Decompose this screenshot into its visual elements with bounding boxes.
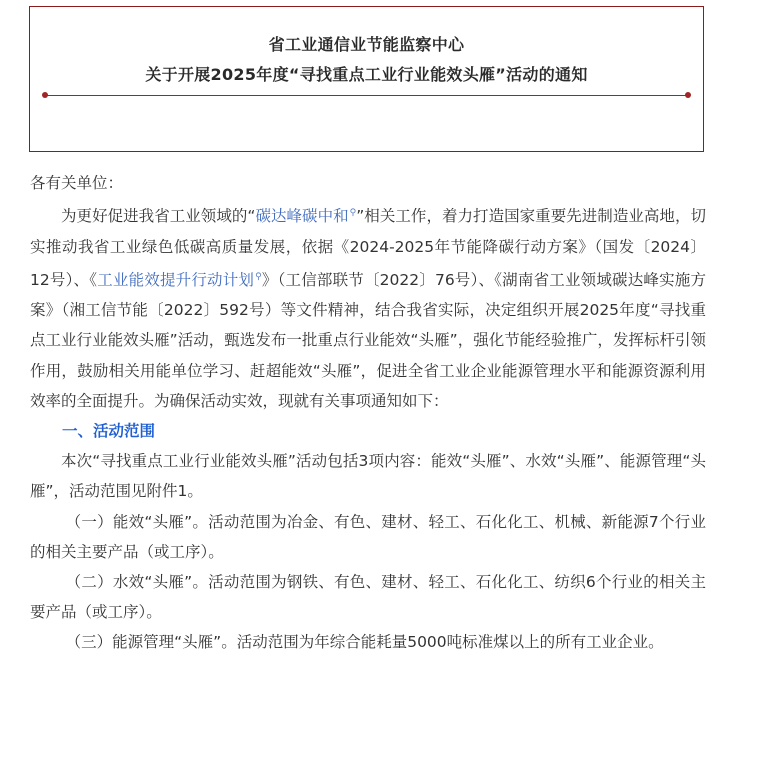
intro-text-3: 》（工信部联节〔2022〕76号）、《湖南省工业领域碳达峰实施方案》（湘工信节能〔2022〕592号）等文件精神，结合我省实际，决定组织开展2025年度“寻找重点工业行业能效头雁”活动，甄选发布一批重点行业能效“头雁”，强化节能经验推广，发挥标杆引领作用，鼓励相关用能单位学习、赶超能效“头雁”，促进全省工业企业能源管理水平和能源资源利用效率的全面提升。为确保活动实效，现就有关事项通知如下： (30, 270, 706, 410)
section-heading-activity-scope: 一、活动范围 (62, 421, 156, 440)
scope-item-energy: （一）能效“头雁”。活动范围为冶金、有色、建材、轻工、石化化工、机械、新能源7个行业的相关主要产品（或工序）。 (30, 512, 706, 561)
notice-title-box (29, 6, 704, 152)
scope-item-management: （三）能源管理“头雁”。活动范围为年综合能耗量5000吨标准煤以上的所有工业企业。 (65, 633, 664, 652)
intro-text-1: 为更好促进我省工业领域的“ (61, 207, 256, 226)
title-divider (47, 95, 686, 96)
intro-text-2: ”相关工作，着力打造国家重要先进制造业高地，切实推动我省工业绿色低碳高质量发展，依据《2024-2025年节能降碳行动方案》（国发〔2024〕12号）、《 (30, 207, 706, 289)
scope-paragraph: 本次“寻找重点工业行业能效头雁”活动包括3项内容：能效“头雁”、水效“头雁”、能源管理“头雁”，活动范围见附件1。 (30, 452, 706, 501)
efficiency-plan-link[interactable]: 工业能效提升行动计划⚲ (97, 270, 262, 289)
search-icon: ⚲ (349, 208, 357, 219)
salutation: 各有关单位： (30, 174, 124, 192)
notice-title: 关于开展2025年度“寻找重点工业行业能效头雁”活动的通知 (145, 65, 588, 84)
carbon-peak-link[interactable]: 碳达峰碳中和⚲ (255, 207, 357, 226)
issuer-title: 省工业通信业节能监察中心 (268, 35, 465, 54)
divider-dot-right (685, 92, 691, 98)
divider-dot-left (42, 92, 48, 98)
search-icon: ⚲ (255, 271, 262, 282)
intro-paragraph (30, 198, 706, 416)
notice-body (30, 168, 706, 658)
scope-item-water: （二）水效“头雁”。活动范围为钢铁、有色、建材、轻工、石化化工、纺织6个行业的相关主要产品（或工序）。 (30, 572, 706, 622)
